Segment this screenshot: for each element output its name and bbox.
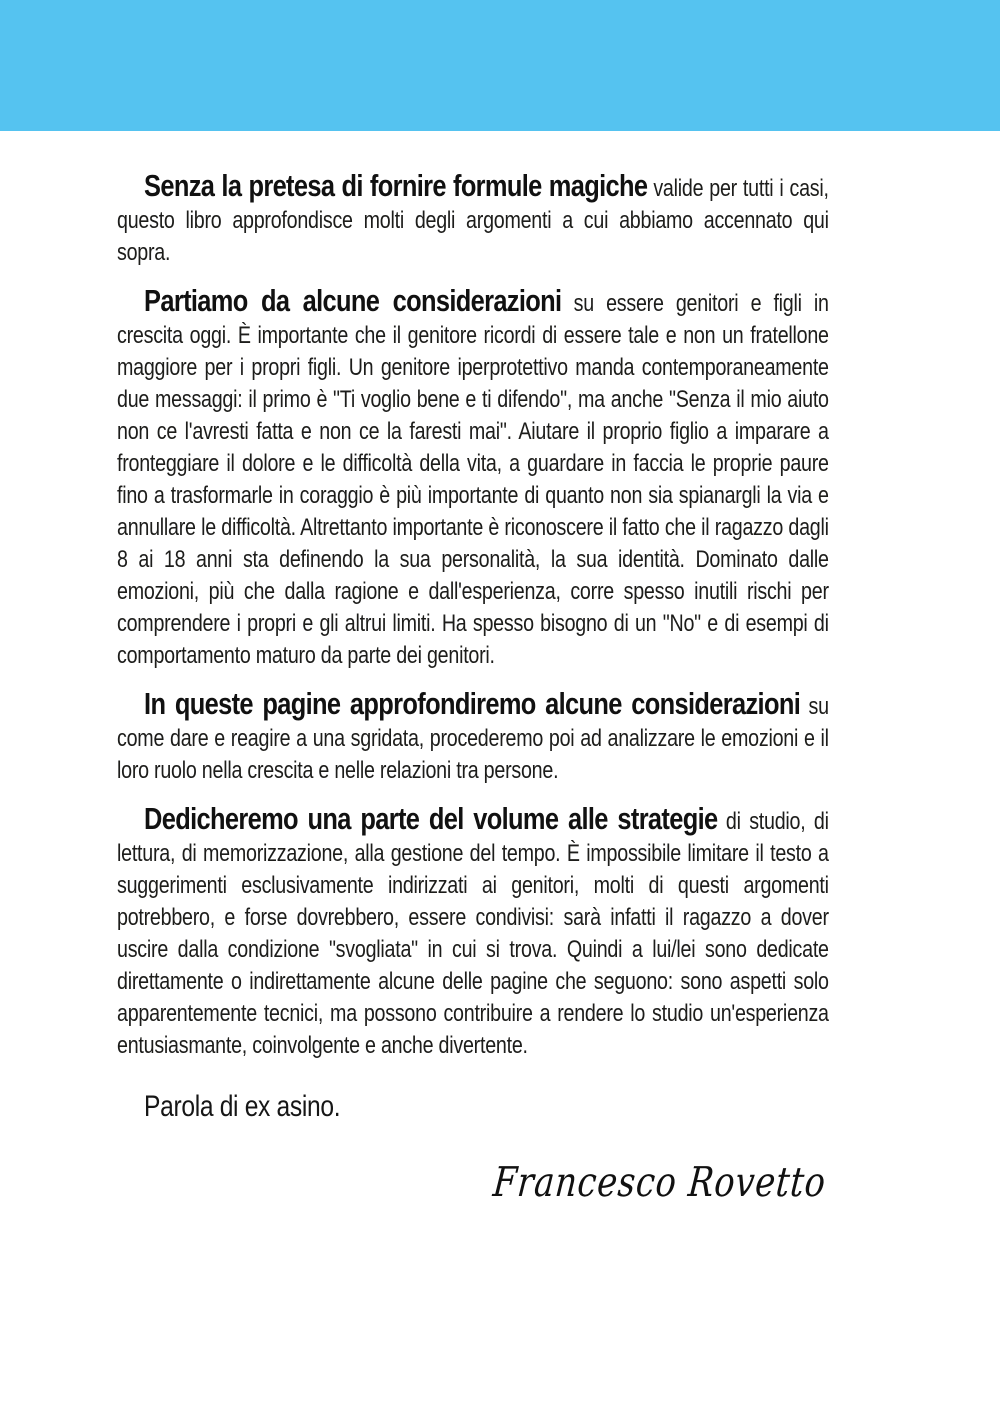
author-signature-text: Francesco Rovetto	[490, 1158, 828, 1206]
paragraph-1-text: valide per tutti i casi, questo libro approfondisce molti degli argomenti a cui abbiamo accennato qui sopra.	[117, 175, 829, 266]
paragraph-3-text: su come dare e reagire a una sgridata, procederemo poi ad analizzare le emozioni e il loro ruolo nella crescita e nelle relazioni tra persone.	[117, 693, 829, 784]
paragraph-4-text: di studio, di lettura, di memorizzazione, alla gestione del tempo. È impossibile limitare il testo a suggerimenti esclusivamente indirizzati ai genitori, molti di questi argomenti potrebbero, e forse dovrebbero, essere condivisi: sarà infatti il ragazzo a dover uscire dalla condizione "svogliata" in cui si trova. Quindi a lui/lei sono dedicate direttamente o indirettamente alcune delle pagine che seguono: sono aspetti solo apparentemente tecnici, ma possono contribuire a rendere lo studio un'esperienza entusiasmante, coinvolgente e anche divertente.	[117, 808, 829, 1059]
header-color-band	[0, 0, 1000, 131]
paragraph-2	[117, 285, 829, 672]
author-signature	[117, 1158, 829, 1206]
paragraph-3	[117, 688, 829, 787]
page-text-column	[117, 170, 829, 1206]
closing-line: Parola di ex asino.	[144, 1090, 341, 1123]
paragraph-4	[117, 803, 829, 1062]
paragraph-4-lead: Dedicheremo una parte del volume alle strategie	[144, 801, 718, 836]
paragraph-3-lead: In queste pagine approfondiremo alcune considerazioni	[144, 686, 801, 721]
paragraph-2-lead: Partiamo da alcune considerazioni	[144, 283, 562, 318]
paragraph-1-lead: Senza la pretesa di fornire formule magiche	[144, 168, 648, 203]
paragraph-1	[117, 170, 829, 269]
paragraph-2-text: su essere genitori e figli in crescita oggi. È importante che il genitore ricordi di essere tale e non un fratellone maggiore per i propri figli. Un genitore iperprotettivo manda contemporaneamente due messaggi: il primo è "Ti voglio bene e ti difendo", ma anche "Senza il mio aiuto non ce l'avresti fatta e non ce la faresti mai". Aiutare il proprio figlio a imparare a fronteggiare il dolore e le difficoltà della vita, a guardare in faccia le proprie paure fino a trasformarle in coraggio è più importante di quanto non sia spianargli la via e annullare le difficoltà. Altrettanto importante è riconoscere il fatto che il ragazzo dagli 8 ai 18 anni sta definendo la sua personalità, la sua identità. Dominato dalle emozioni, più che dalla ragione e dall'esperienza, corre spesso inutili rischi per comprendere i propri e gli altrui limiti. Ha spesso bisogno di un "No" e di esempi di comportamento maturo da parte dei genitori.	[117, 290, 829, 669]
